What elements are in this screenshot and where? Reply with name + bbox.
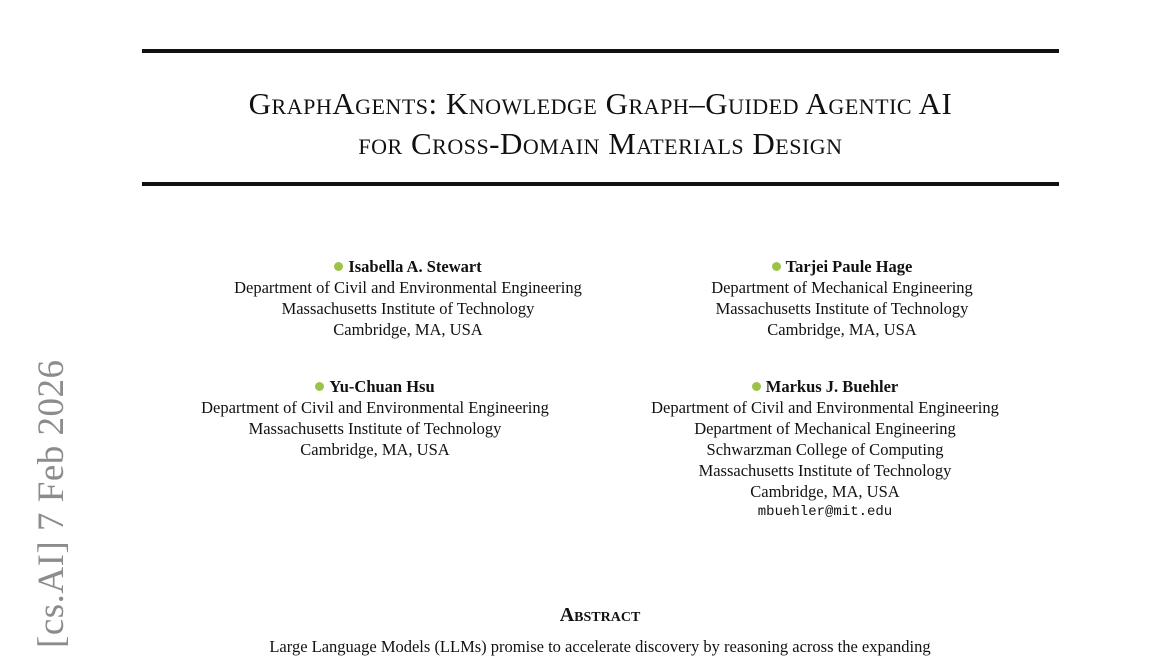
author-name: Isabella A. Stewart xyxy=(348,257,482,276)
orcid-icon[interactable] xyxy=(315,382,324,391)
paper-title xyxy=(142,84,1059,164)
author-affiliation-institute: Massachusetts Institute of Technology xyxy=(715,299,969,318)
author-email[interactable]: mbuehler@mit.edu xyxy=(757,504,893,520)
author-affiliation-location: Cambridge, MA, USA xyxy=(333,320,483,339)
title-bottom-rule xyxy=(142,182,1059,186)
orcid-icon[interactable] xyxy=(334,262,343,271)
author-block-stewart xyxy=(190,256,626,340)
paper-title-line-2: for Cross-Domain Materials Design xyxy=(358,126,843,161)
author-name: Markus J. Buehler xyxy=(765,377,899,396)
author-block-buehler xyxy=(612,376,1038,523)
author-affiliation-institute: Massachusetts Institute of Technology xyxy=(698,461,952,480)
author-affiliation-location: Cambridge, MA, USA xyxy=(767,320,917,339)
author-affiliation-department: Department of Civil and Environmental Engineering xyxy=(201,398,549,417)
author-affiliation-institute: Massachusetts Institute of Technology xyxy=(248,419,502,438)
author-affiliation-department: Department of Mechanical Engineering xyxy=(711,278,973,297)
author-affiliation-location: Cambridge, MA, USA xyxy=(300,440,450,459)
author-name: Tarjei Paule Hage xyxy=(785,257,913,276)
author-affiliation-location: Cambridge, MA, USA xyxy=(750,482,900,501)
author-affiliation-college: Schwarzman College of Computing xyxy=(706,440,944,459)
author-affiliation-department-civil: Department of Civil and Environmental Engineering xyxy=(651,398,999,417)
author-affiliation-institute: Massachusetts Institute of Technology xyxy=(281,299,535,318)
author-name: Yu-Chuan Hsu xyxy=(329,377,435,396)
orcid-icon[interactable] xyxy=(752,382,761,391)
arxiv-side-stamp: [cs.AI] 7 Feb 2026 xyxy=(31,359,72,648)
title-top-rule xyxy=(142,49,1059,53)
author-affiliation-department-mechanical: Department of Mechanical Engineering xyxy=(694,419,956,438)
abstract-first-line: Large Language Models (LLMs) promise to accelerate discovery by reasoning across the expanding xyxy=(269,637,931,656)
abstract-heading: Abstract xyxy=(559,604,641,626)
author-affiliation-department: Department of Civil and Environmental Engineering xyxy=(234,278,582,297)
author-block-hsu xyxy=(160,376,590,460)
orcid-icon[interactable] xyxy=(772,262,781,271)
paper-title-line-1: GraphAgents: Knowledge Graph–Guided Agentic AI xyxy=(248,86,953,121)
author-block-hage xyxy=(641,256,1043,340)
